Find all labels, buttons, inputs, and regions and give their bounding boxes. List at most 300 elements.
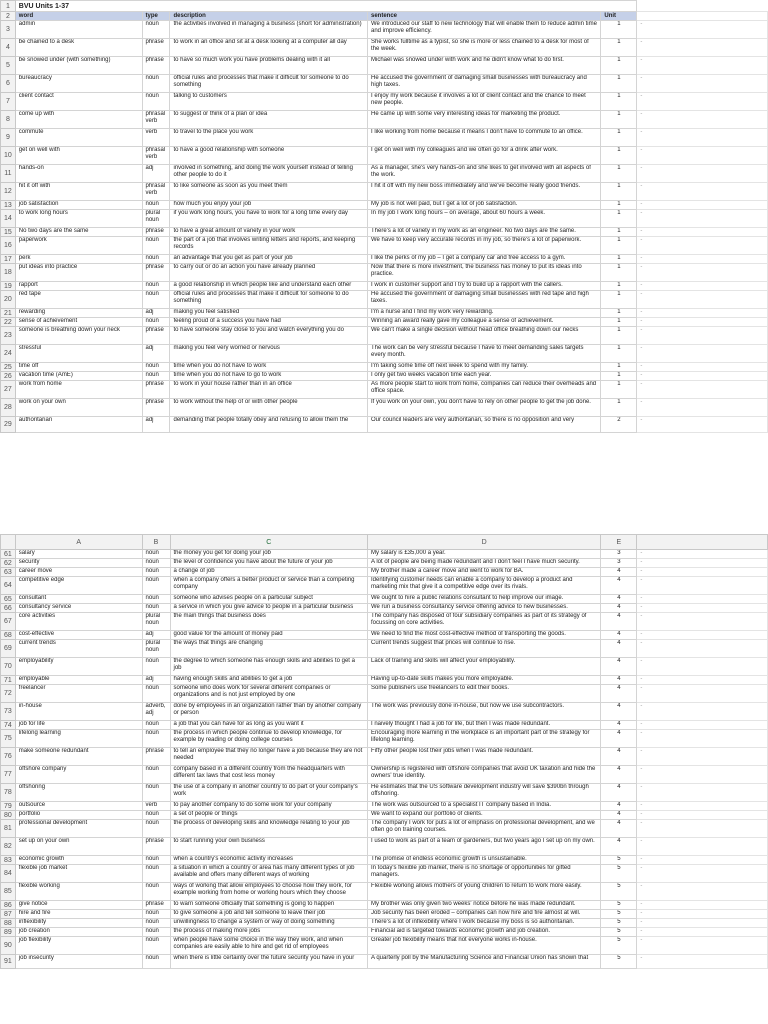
row-number[interactable]: 26 [1, 372, 16, 381]
cell-type[interactable]: noun [142, 820, 170, 838]
cell-sentence[interactable]: There's a lot of inflexibility where I work because my boss is so authoritarian. [368, 919, 601, 928]
row-number[interactable]: 72 [1, 685, 16, 703]
cell-unit[interactable]: 5 [601, 919, 637, 928]
cell-unit[interactable]: 1 [601, 57, 637, 75]
cell-description[interactable]: the use of a company in another country to do part of your company's work [170, 784, 368, 802]
cell-unit[interactable]: 4 [601, 721, 637, 730]
cell-blank[interactable]: - [637, 811, 768, 820]
cell-unit[interactable]: 4 [601, 658, 637, 676]
cell-type[interactable]: plural noun [142, 640, 170, 658]
cell-unit[interactable]: 5 [601, 865, 637, 883]
cell-sentence[interactable]: Encouraging more learning in the workplace is an important part of the strategy for lifelong learning. [368, 730, 601, 748]
cell-description[interactable]: the main things that business does [170, 613, 368, 631]
cell-type[interactable]: phrase [142, 838, 170, 856]
cell-description[interactable]: to have someone stay close to you and watch everything you do [170, 327, 368, 345]
cell-word[interactable]: consultancy service [15, 604, 142, 613]
cell-unit[interactable]: 1 [601, 264, 637, 282]
cell-sentence[interactable]: Ownership is registered with offshore companies that avoid UK taxation and hide the owners' true identity. [368, 766, 601, 784]
cell-blank[interactable]: - [637, 39, 768, 57]
row-number[interactable]: 23 [1, 327, 16, 345]
cell-description[interactable]: when a company offers a better product or service than a competing company [170, 577, 368, 595]
cell-sentence[interactable]: I enjoy my work because it involves a lot of client contact and the chance to meet new people. [368, 93, 601, 111]
col-header-b[interactable]: B [142, 535, 170, 550]
row-number[interactable]: 79 [1, 802, 16, 811]
cell-description[interactable]: when there is little certainty over the future security you have in your [170, 955, 368, 969]
row-number[interactable]: 71 [1, 676, 16, 685]
cell-type[interactable]: noun [142, 75, 170, 93]
select-all-corner[interactable] [1, 535, 16, 550]
cell-word[interactable]: red tape [15, 291, 142, 309]
cell-unit[interactable]: 5 [601, 901, 637, 910]
cell-sentence[interactable]: I get on well with my colleagues and we often go for a drink after work. [368, 147, 601, 165]
cell-description[interactable]: to work without the help of or with other people [170, 399, 368, 417]
cell-word[interactable]: job creation [15, 928, 142, 937]
row-number[interactable]: 28 [1, 399, 16, 417]
cell-type[interactable]: noun [142, 883, 170, 901]
cell-type[interactable]: noun [142, 685, 170, 703]
row-number[interactable]: 87 [1, 910, 16, 919]
cell-blank[interactable]: - [637, 201, 768, 210]
cell-word[interactable]: flexible job market [15, 865, 142, 883]
row-number[interactable]: 63 [1, 568, 16, 577]
row-number[interactable]: 70 [1, 658, 16, 676]
cell-unit[interactable]: 4 [601, 820, 637, 838]
cell-type[interactable]: phrase [142, 381, 170, 399]
cell-sentence[interactable]: He came up with some very interesting ideas for marketing the product. [368, 111, 601, 129]
cell-unit[interactable]: 1 [601, 291, 637, 309]
row-number[interactable]: 89 [1, 928, 16, 937]
cell-type[interactable]: phrasal verb [142, 183, 170, 201]
cell-blank[interactable]: - [637, 111, 768, 129]
cell-sentence[interactable]: I naively thought I had a job for life, but then I was made redundant. [368, 721, 601, 730]
cell-type[interactable]: noun [142, 784, 170, 802]
row-number[interactable]: 25 [1, 363, 16, 372]
cell-sentence[interactable]: The work was outsourced to a specialist IT company based in India. [368, 802, 601, 811]
cell-unit[interactable]: 1 [601, 381, 637, 399]
cell-description[interactable]: good value for the amount of money paid [170, 631, 368, 640]
cell-unit[interactable]: 1 [601, 282, 637, 291]
cell-description[interactable]: demanding that people totally obey and refusing to allow them the [170, 417, 368, 433]
cell-description[interactable]: to have a good relationship with someone [170, 147, 368, 165]
cell-word[interactable]: time off [15, 363, 142, 372]
cell-sentence[interactable]: There's a lot of variety in my work as an engineer. No two days are the same. [368, 228, 601, 237]
cell-sentence[interactable]: The company has disposed of four subsidiary companies as part of its strategy of focussing on core activities. [368, 613, 601, 631]
header-sentence[interactable]: sentence [368, 12, 601, 21]
cell-blank[interactable]: - [637, 291, 768, 309]
cell-type[interactable]: plural noun [142, 613, 170, 631]
cell-description[interactable]: how much you enjoy your job [170, 201, 368, 210]
cell-description[interactable]: the part of a job that involves writing letters and reports, and keeping records [170, 237, 368, 255]
row-number[interactable]: 88 [1, 919, 16, 928]
col-header-c[interactable]: C [170, 535, 368, 550]
row-number[interactable]: 61 [1, 550, 16, 559]
cell-blank[interactable]: - [637, 57, 768, 75]
cell-unit[interactable]: 4 [601, 568, 637, 577]
row-number[interactable]: 22 [1, 318, 16, 327]
cell-sentence[interactable]: We have to keep very accurate records in my job, so there's a lot of paperwork. [368, 237, 601, 255]
cell-blank[interactable]: - [637, 318, 768, 327]
cell-unit[interactable]: 1 [601, 345, 637, 363]
cell-type[interactable]: noun [142, 919, 170, 928]
row-number[interactable]: 75 [1, 730, 16, 748]
cell-type[interactable]: noun [142, 730, 170, 748]
cell-blank[interactable]: - [637, 568, 768, 577]
cell-blank[interactable]: - [637, 165, 768, 183]
cell-blank[interactable]: - [637, 820, 768, 838]
cell-description[interactable]: someone who does work for several different companies or organizations and is not just employed by one [170, 685, 368, 703]
row-number[interactable]: 14 [1, 210, 16, 228]
row-number[interactable]: 11 [1, 165, 16, 183]
cell-sentence[interactable]: In my job I work long hours – on average, about 60 hours a week. [368, 210, 601, 228]
cell-word[interactable]: be chained to a desk [15, 39, 142, 57]
cell-description[interactable]: when a country's economic activity increases [170, 856, 368, 865]
cell-description[interactable]: to have a great amount of variety in your work [170, 228, 368, 237]
cell-word[interactable]: work on your own [15, 399, 142, 417]
row-number[interactable]: 27 [1, 381, 16, 399]
cell-description[interactable]: ways of working that allow employees to choose how they work, for example working from home or working hours which they choose [170, 883, 368, 901]
cell-sentence[interactable]: Some publishers use freelancers to edit their books. [368, 685, 601, 703]
cell-blank[interactable]: - [637, 595, 768, 604]
cell-type[interactable]: noun [142, 604, 170, 613]
cell-description[interactable]: making you feel very worried or nervous [170, 345, 368, 363]
cell-unit[interactable]: 1 [601, 201, 637, 210]
cell-description[interactable]: time when you do not have to go to work [170, 372, 368, 381]
cell-blank[interactable]: - [637, 129, 768, 147]
row-number[interactable]: 81 [1, 820, 16, 838]
row-number[interactable]: 77 [1, 766, 16, 784]
cell-word[interactable]: employability [15, 658, 142, 676]
cell-type[interactable]: noun [142, 865, 170, 883]
cell-description[interactable]: having enough skills and abilities to get a job [170, 676, 368, 685]
row-number[interactable]: 9 [1, 129, 16, 147]
header-unit[interactable]: Unit [601, 12, 637, 21]
cell-unit[interactable]: 4 [601, 676, 637, 685]
row-number[interactable]: 80 [1, 811, 16, 820]
cell-unit[interactable]: 1 [601, 210, 637, 228]
cell-blank[interactable]: - [637, 309, 768, 318]
cell-word[interactable]: freelancer [15, 685, 142, 703]
row-number[interactable]: 73 [1, 703, 16, 721]
cell-description[interactable]: to work in an office and sit at a desk looking at a computer all day [170, 39, 368, 57]
cell-description[interactable]: to carry out or do an action you have already planned [170, 264, 368, 282]
cell-word[interactable]: authoritarian [15, 417, 142, 433]
cell-sentence[interactable]: I'm a nurse and I find my work very rewarding. [368, 309, 601, 318]
cell-blank[interactable]: - [637, 766, 768, 784]
cell-unit[interactable]: 4 [601, 595, 637, 604]
cell-type[interactable]: verb [142, 129, 170, 147]
cell-blank[interactable]: - [637, 856, 768, 865]
cell-type[interactable]: noun [142, 255, 170, 264]
cell-blank[interactable]: - [637, 147, 768, 165]
cell-unit[interactable]: 1 [601, 237, 637, 255]
cell-type[interactable]: noun [142, 856, 170, 865]
row-number[interactable]: 78 [1, 784, 16, 802]
cell-description[interactable]: talking to customers [170, 93, 368, 111]
cell-description[interactable]: to pay another company to do some work for your company [170, 802, 368, 811]
cell-sentence[interactable]: Michael was snowed under with work and he didn't know what to do first. [368, 57, 601, 75]
cell-unit[interactable]: 5 [601, 856, 637, 865]
cell-unit[interactable]: 1 [601, 93, 637, 111]
cell-unit[interactable]: 1 [601, 21, 637, 39]
row-number[interactable]: 15 [1, 228, 16, 237]
cell-description[interactable]: to suggest or think of a plan or idea [170, 111, 368, 129]
cell-unit[interactable]: 5 [601, 883, 637, 901]
row-number[interactable]: 1 [1, 1, 16, 12]
cell-unit[interactable]: 4 [601, 838, 637, 856]
cell-unit[interactable]: 1 [601, 255, 637, 264]
cell-word[interactable]: admin [15, 21, 142, 39]
cell-description[interactable]: making you feel satisfied [170, 309, 368, 318]
cell-description[interactable]: official rules and processes that make it difficult for someone to do something [170, 291, 368, 309]
cell-unit[interactable]: 1 [601, 165, 637, 183]
cell-word[interactable]: core activities [15, 613, 142, 631]
cell-blank[interactable]: - [637, 703, 768, 721]
row-number[interactable]: 13 [1, 201, 16, 210]
cell-description[interactable]: someone who advises people on a particular subject [170, 595, 368, 604]
col-header-e[interactable]: E [601, 535, 637, 550]
cell-word[interactable]: perk [15, 255, 142, 264]
cell-blank[interactable]: - [637, 417, 768, 433]
row-number[interactable]: 20 [1, 291, 16, 309]
cell-sentence[interactable]: A quarterly poll by the Manufacturing Science and Financial Union has shown that [368, 955, 601, 969]
row-number[interactable]: 19 [1, 282, 16, 291]
cell-type[interactable]: phrase [142, 748, 170, 766]
cell-blank[interactable]: - [637, 21, 768, 39]
cell-word[interactable]: come up with [15, 111, 142, 129]
cell-type[interactable]: phrasal verb [142, 147, 170, 165]
cell-blank[interactable]: - [637, 399, 768, 417]
cell-unit[interactable]: 4 [601, 802, 637, 811]
cell-word[interactable]: job flexibility [15, 937, 142, 955]
cell-description[interactable]: to travel to the place you work [170, 129, 368, 147]
cell-blank[interactable]: - [637, 937, 768, 955]
cell-blank[interactable]: - [637, 784, 768, 802]
cell-sentence[interactable]: Winning an award really gave my colleague a sense of achievement. [368, 318, 601, 327]
row-number[interactable]: 84 [1, 865, 16, 883]
cell-type[interactable]: adj [142, 345, 170, 363]
cell-blank[interactable]: - [637, 282, 768, 291]
cell-sentence[interactable]: Job security has been eroded – companies can now hire and fire almost at will. [368, 910, 601, 919]
cell-blank[interactable]: - [637, 604, 768, 613]
cell-description[interactable]: a set of people or things [170, 811, 368, 820]
cell-blank[interactable]: - [637, 955, 768, 969]
cell-blank[interactable]: - [637, 658, 768, 676]
cell-sentence[interactable]: Identifying customer needs can enable a company to develop a product and marketing mix that give it a competitive edge over its rivals. [368, 577, 601, 595]
cell-word[interactable]: rewarding [15, 309, 142, 318]
row-number[interactable]: 17 [1, 255, 16, 264]
cell-word[interactable]: give notice [15, 901, 142, 910]
cell-description[interactable]: to like someone as soon as you meet them [170, 183, 368, 201]
row-number[interactable]: 74 [1, 721, 16, 730]
cell-type[interactable]: noun [142, 595, 170, 604]
cell-word[interactable]: consultant [15, 595, 142, 604]
cell-description[interactable]: an advantage that you get as part of your job [170, 255, 368, 264]
cell-description[interactable]: done by employees in an organization rather than by another company or person [170, 703, 368, 721]
cell-description[interactable]: official rules and processes that make it difficult for someone to do something [170, 75, 368, 93]
cell-blank[interactable]: - [637, 228, 768, 237]
cell-unit[interactable]: 4 [601, 577, 637, 595]
cell-unit[interactable]: 1 [601, 399, 637, 417]
row-number[interactable]: 62 [1, 559, 16, 568]
row-number[interactable]: 86 [1, 901, 16, 910]
cell-word[interactable]: in-house [15, 703, 142, 721]
cell-description[interactable]: the ways that things are changing [170, 640, 368, 658]
cell-type[interactable]: noun [142, 577, 170, 595]
cell-type[interactable]: plural noun [142, 210, 170, 228]
cell-sentence[interactable]: The company I work for puts a lot of emphasis on professional development, and we often go on training courses. [368, 820, 601, 838]
cell-type[interactable]: noun [142, 721, 170, 730]
cell-unit[interactable]: 1 [601, 129, 637, 147]
cell-type[interactable]: phrase [142, 399, 170, 417]
row-number[interactable]: 90 [1, 937, 16, 955]
cell-sentence[interactable]: We need to find the most cost-effective method of transporting the goods. [368, 631, 601, 640]
cell-type[interactable]: phrase [142, 327, 170, 345]
cell-sentence[interactable]: We ought to hire a public relations consultant to help improve our image. [368, 595, 601, 604]
cell-blank[interactable]: - [637, 372, 768, 381]
cell-unit[interactable]: 4 [601, 703, 637, 721]
cell-description[interactable]: to tell an employee that they no longer have a job because they are not needed [170, 748, 368, 766]
cell-word[interactable]: bureaucracy [15, 75, 142, 93]
cell-blank[interactable]: - [637, 613, 768, 631]
cell-unit[interactable]: 3 [601, 550, 637, 559]
cell-description[interactable]: company based in a different country from the headquarters with different tax laws that cost less money [170, 766, 368, 784]
cell-type[interactable]: noun [142, 237, 170, 255]
cell-sentence[interactable]: We want to expand our portfolio of clients. [368, 811, 601, 820]
row-number[interactable]: 69 [1, 640, 16, 658]
cell-word[interactable]: professional development [15, 820, 142, 838]
cell-word[interactable]: someone is breathing down your neck [15, 327, 142, 345]
cell-unit[interactable]: 1 [601, 372, 637, 381]
row-number[interactable]: 83 [1, 856, 16, 865]
row-number[interactable]: 82 [1, 838, 16, 856]
row-number[interactable]: 76 [1, 748, 16, 766]
cell-word[interactable]: job satisfaction [15, 201, 142, 210]
cell-type[interactable]: noun [142, 910, 170, 919]
cell-type[interactable]: noun [142, 928, 170, 937]
cell-description[interactable]: to start running your own business [170, 838, 368, 856]
cell-type[interactable]: noun [142, 811, 170, 820]
cell-type[interactable]: noun [142, 955, 170, 969]
cell-word[interactable]: economic growth [15, 856, 142, 865]
row-number[interactable]: 66 [1, 604, 16, 613]
cell-word[interactable]: career move [15, 568, 142, 577]
cell-blank[interactable]: - [637, 748, 768, 766]
cell-blank[interactable]: - [637, 631, 768, 640]
cell-type[interactable]: noun [142, 372, 170, 381]
cell-type[interactable]: phrase [142, 901, 170, 910]
cell-unit[interactable]: 3 [601, 559, 637, 568]
cell-blank[interactable]: - [637, 327, 768, 345]
cell-unit[interactable]: 1 [601, 183, 637, 201]
cell-sentence[interactable]: She works fulltime as a typist, so she is more or less chained to a desk for most of the week. [368, 39, 601, 57]
row-number[interactable]: 8 [1, 111, 16, 129]
cell-blank[interactable]: - [637, 883, 768, 901]
row-number[interactable]: 24 [1, 345, 16, 363]
cell-unit[interactable]: 1 [601, 363, 637, 372]
row-number[interactable]: 67 [1, 613, 16, 631]
cell-sentence[interactable]: I'm taking some time off next week to spend with my family. [368, 363, 601, 372]
cell-description[interactable]: to have so much work you have problems dealing with it all [170, 57, 368, 75]
cell-word[interactable]: stressful [15, 345, 142, 363]
cell-type[interactable]: phrase [142, 39, 170, 57]
row-number[interactable]: 18 [1, 264, 16, 282]
cell-sentence[interactable]: The promise of endless economic growth is unsustainable. [368, 856, 601, 865]
cell-blank[interactable]: - [637, 345, 768, 363]
cell-unit[interactable]: 5 [601, 928, 637, 937]
row-number[interactable]: 2 [1, 12, 16, 21]
cell-word[interactable]: portfolio [15, 811, 142, 820]
row-number[interactable]: 10 [1, 147, 16, 165]
cell-sentence[interactable]: If you work on your own, you don't have to rely on other people to get the job done. [368, 399, 601, 417]
cell-sentence[interactable]: I used to work as part of a team of gardeners, but two years ago I set up on my own. [368, 838, 601, 856]
cell-type[interactable]: noun [142, 93, 170, 111]
cell-blank[interactable]: - [637, 93, 768, 111]
cell-word[interactable]: current trends [15, 640, 142, 658]
sheet-title[interactable]: BVU Units 1-37 [15, 1, 637, 12]
cell-sentence[interactable]: My brother was only given two weeks' notice before he was made redundant. [368, 901, 601, 910]
cell-blank[interactable]: - [637, 910, 768, 919]
cell-type[interactable]: noun [142, 363, 170, 372]
cell-type[interactable]: adj [142, 631, 170, 640]
cell-blank[interactable]: - [637, 363, 768, 372]
row-number[interactable]: 5 [1, 57, 16, 75]
cell-description[interactable]: a service in which you give advice to people in a particular business [170, 604, 368, 613]
cell-word[interactable]: flexible working [15, 883, 142, 901]
cell-unit[interactable]: 1 [601, 318, 637, 327]
cell-word[interactable]: put ideas into practice [15, 264, 142, 282]
cell-unit[interactable]: 1 [601, 147, 637, 165]
cell-blank[interactable]: - [637, 210, 768, 228]
cell-type[interactable]: adj [142, 165, 170, 183]
cell-blank[interactable]: - [637, 730, 768, 748]
cell-blank[interactable]: - [637, 559, 768, 568]
cell-sentence[interactable]: As more people start to work from home, companies can reduce their overheads and office space. [368, 381, 601, 399]
row-number[interactable]: 85 [1, 883, 16, 901]
cell-word[interactable]: offshoring [15, 784, 142, 802]
cell-blank[interactable]: - [637, 676, 768, 685]
cell-word[interactable]: vacation time (AmE) [15, 372, 142, 381]
cell-description[interactable]: a change of job [170, 568, 368, 577]
cell-blank[interactable]: - [637, 255, 768, 264]
cell-type[interactable]: noun [142, 318, 170, 327]
cell-blank[interactable]: - [637, 802, 768, 811]
cell-unit[interactable]: 5 [601, 937, 637, 955]
cell-sentence[interactable]: I work in customer support and I try to build up a rapport with the callers. [368, 282, 601, 291]
cell-word[interactable]: paperwork [15, 237, 142, 255]
row-number[interactable]: 4 [1, 39, 16, 57]
cell-sentence[interactable]: He estimates that the US software development industry will save $390bn through offshoring. [368, 784, 601, 802]
cell-word[interactable]: cost-effective [15, 631, 142, 640]
cell-type[interactable]: noun [142, 282, 170, 291]
cell-sentence[interactable]: My salary is £35,000 a year. [368, 550, 601, 559]
cell-unit[interactable]: 1 [601, 228, 637, 237]
row-number[interactable]: 7 [1, 93, 16, 111]
header-type[interactable]: type [142, 12, 170, 21]
cell-unit[interactable]: 1 [601, 75, 637, 93]
cell-word[interactable]: make someone redundant [15, 748, 142, 766]
cell-description[interactable]: the process in which people continue to develop knowledge, for example by reading or doing college courses [170, 730, 368, 748]
cell-blank[interactable]: - [637, 75, 768, 93]
cell-blank[interactable]: - [637, 685, 768, 703]
cell-description[interactable]: the activities involved in managing a business (short for administration) [170, 21, 368, 39]
cell-sentence[interactable]: My brother made a career move and went to work for BA. [368, 568, 601, 577]
cell-blank[interactable]: - [637, 838, 768, 856]
cell-sentence[interactable]: We can't make a single decision without head office breathing down our necks [368, 327, 601, 345]
cell-word[interactable]: job insecurity [15, 955, 142, 969]
cell-sentence[interactable]: The work can be very stressful because I have to meet demanding sales targets every month. [368, 345, 601, 363]
cell-sentence[interactable]: A lot of people are being made redundant and I don't feel I have much security. [368, 559, 601, 568]
cell-sentence[interactable]: I like the perks of my job – I get a company car and free access to a gym. [368, 255, 601, 264]
